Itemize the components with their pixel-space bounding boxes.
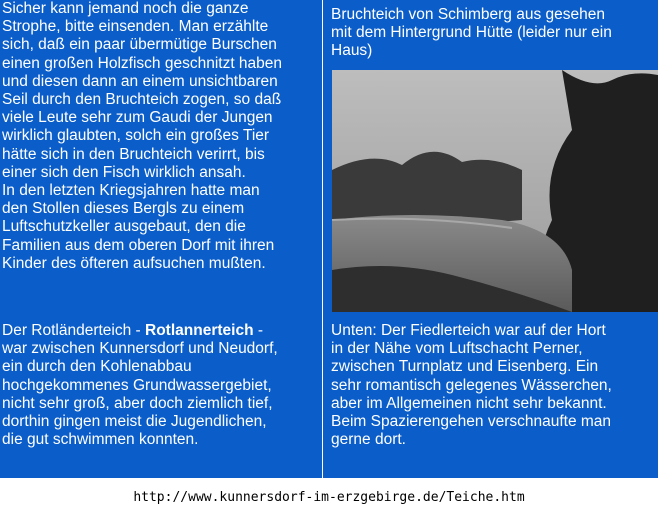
photo-caption: Bruchteich von Schimberg aus gesehen mit dem Hintergrund Hütte (leider nur ein Haus)	[331, 6, 612, 60]
paragraph-prefix: Der Rotländerteich -	[2, 322, 146, 339]
bruchteich-photo	[332, 70, 658, 312]
right-text-panel	[323, 0, 658, 478]
source-url: http://www.kunnersdorf-im-erzgebirge.de/Teiche.htm	[133, 490, 525, 505]
rotlaenderteich-paragraph	[2, 322, 322, 449]
left-text-panel	[0, 0, 322, 478]
fish-story-paragraph: Sicher kann jemand noch die ganze Strophe, bitte einsenden. Man erzählte sich, daß ein paar übermütige Burschen einen großen Holzfisch geschnitzt haben und diesen dann an einem unsichtbaren Seil durch den Bruchteich zogen, so daß viele Leute sehr zum Gaudi der Jungen wirklich glaubten, solch ein großes Tier hätte sich in den Bruchteich verirrt, bis einer sich den Fisch wirklich ansah. In den letzten Kriegsjahren hatte man den Stollen dieses Bergls zu einem Luftschutzkeller ausgebaut, den die Familien aus dem oberen Dorf mit ihren Kinder des öfteren aufsuchen mußten.	[2, 0, 283, 272]
paragraph-rest: - war zwischen Kunnersdorf und Neudorf, ein durch den Kohlenabbau hochgekommenes Grundwassergebiet, nicht sehr groß, aber doch ziemlich tief, dorthin gingen meist die Jugendlichen, die gut schwimmen konnten.	[2, 322, 278, 449]
rotlannerteich-bold-name: Rotlannerteich	[145, 322, 254, 339]
fiedlerteich-paragraph: Unten: Der Fiedlerteich war auf der Hort in der Nähe vom Luftschacht Perner, zwischen Turnplatz und Eisenberg. Ein sehr romantisch gelegenes Wässerchen, aber im Allgemeinen nicht sehr bekannt. Beim Spazierengehen verschnaufte man gerne dort.	[331, 322, 612, 449]
